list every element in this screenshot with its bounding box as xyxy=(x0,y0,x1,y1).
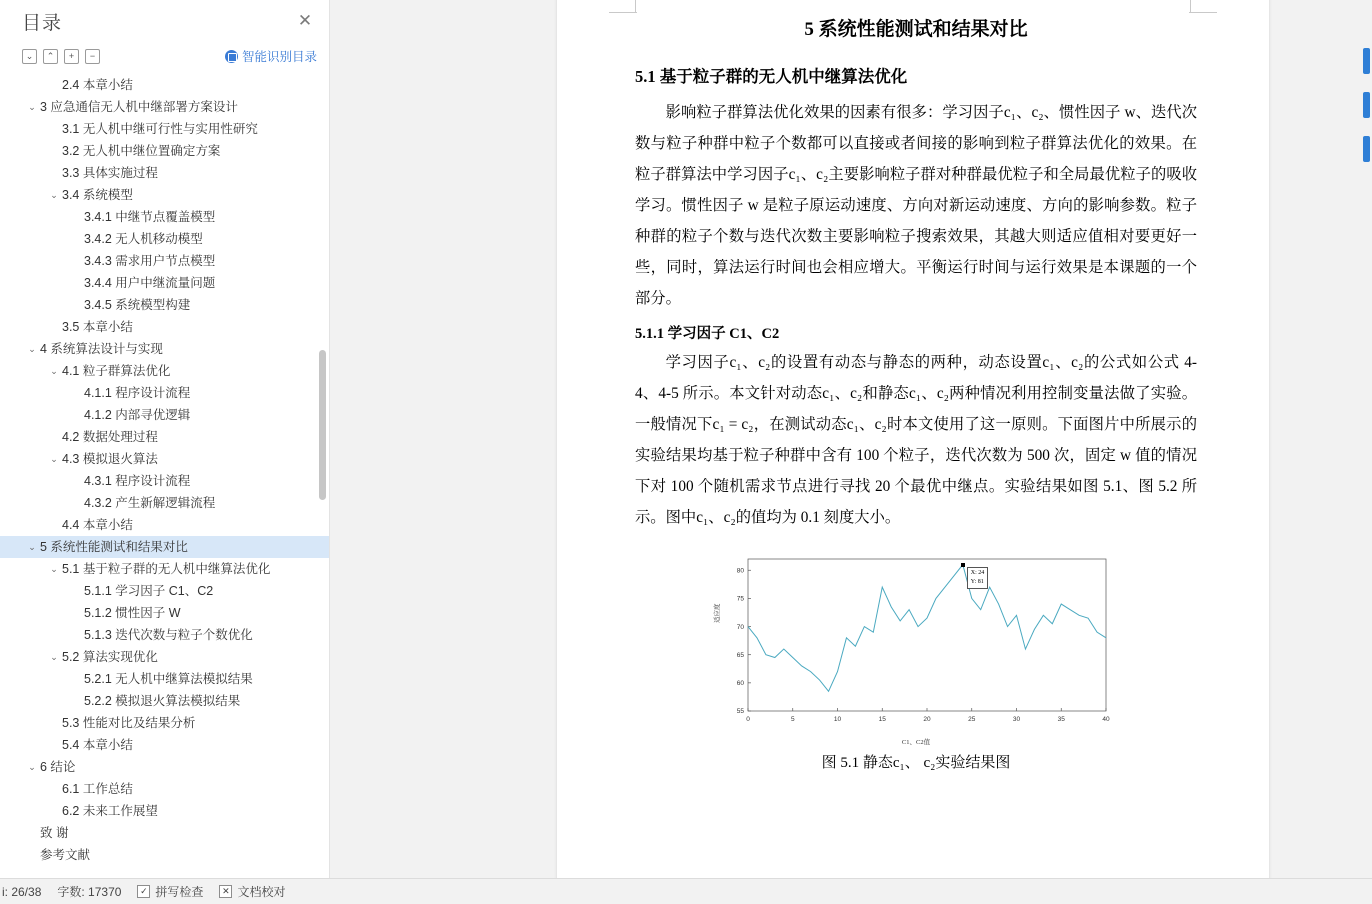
outline-item-label: 6 结论 xyxy=(40,760,76,774)
outline-item[interactable] xyxy=(0,140,329,162)
outline-item-label: 3.4.5 系统模型构建 xyxy=(84,298,191,312)
scroll-marker-2[interactable] xyxy=(1363,92,1370,118)
outline-item[interactable] xyxy=(0,272,329,294)
chevron-down-icon[interactable]: ⌄ xyxy=(28,102,36,112)
outline-item[interactable] xyxy=(0,558,329,580)
outline-item[interactable] xyxy=(0,184,329,206)
page-indicator-label: i: 26/38 xyxy=(2,884,42,899)
outline-item[interactable] xyxy=(0,712,329,734)
page-title: 5 系统性能测试和结果对比 xyxy=(804,19,1028,40)
outline-item[interactable] xyxy=(0,668,329,690)
outline-item[interactable] xyxy=(0,602,329,624)
outline-item[interactable] xyxy=(0,624,329,646)
outline-item[interactable] xyxy=(0,404,329,426)
outline-item-label: 4.3.1 程序设计流程 xyxy=(84,474,191,488)
outline-item-label: 5.2.1 无人机中继算法模拟结果 xyxy=(84,672,253,686)
expand-up-button[interactable] xyxy=(43,49,58,64)
collapse-all-button[interactable] xyxy=(22,49,37,64)
expand-node-button[interactable] xyxy=(64,49,79,64)
outline-item-label: 参考文献 xyxy=(40,848,91,862)
document-scrollbar[interactable] xyxy=(1360,0,1372,852)
chart-ylabel: 适应度 xyxy=(714,603,721,623)
chevron-down-icon[interactable]: ⌄ xyxy=(28,344,36,354)
outline-item[interactable] xyxy=(0,844,329,866)
outline-item[interactable] xyxy=(0,470,329,492)
outline-item-label: 5.3 性能对比及结果分析 xyxy=(62,716,196,730)
outline-item-label: 4.4 本章小结 xyxy=(62,518,133,532)
outline-item[interactable] xyxy=(0,118,329,140)
outline-item[interactable] xyxy=(0,206,329,228)
outline-item[interactable] xyxy=(0,800,329,822)
spellcheck-label: 拼写检查 xyxy=(155,885,204,899)
svg-text:60: 60 xyxy=(736,680,744,688)
svg-text:55: 55 xyxy=(736,708,744,716)
section-heading-5-1-1: 5.1.1 学习因子 C1、C2 xyxy=(635,326,780,342)
scroll-marker-3[interactable] xyxy=(1363,136,1370,162)
svg-text:35: 35 xyxy=(1057,716,1065,723)
outline-item-label: 5.1.2 惯性因子 W xyxy=(84,606,181,620)
outline-item-label: 3 应急通信无人机中继部署方案设计 xyxy=(40,100,238,114)
figure-caption: 图 5.1 静态c₁、 c₂实验结果图 xyxy=(821,755,1011,771)
word-count[interactable] xyxy=(57,883,121,900)
svg-text:30: 30 xyxy=(1012,716,1021,723)
svg-text:75: 75 xyxy=(736,595,744,603)
outline-item-label: 6.2 未来工作展望 xyxy=(62,804,158,818)
collapse-node-button[interactable] xyxy=(85,49,100,64)
outline-item[interactable] xyxy=(0,360,329,382)
svg-text:65: 65 xyxy=(736,651,744,659)
outline-item[interactable] xyxy=(0,316,329,338)
smart-toc-label: 智能识别目录 xyxy=(241,50,317,64)
paragraph-1: 影响粒子群算法优化效果的因素有很多：学习因子c₁、c₂、惯性因子 w、迭代次数与粒子种群中粒子个数都可以直接或者间接的影响到粒子群算法优化的效果。在粒子群算法中学习因子c₁、c₂主要影响粒子群对种群最优粒子和全局最优粒子的吸收学习。惯性因子 w 是粒子原运动速度、方向对新运动速度、方向的影响参数。粒子种群的粒子个数与迭代次数主要影响粒子搜索效果，其越大则适应值相对要更好一些，同时，算法运行时间也会相应增大。平衡运行时间与运行效果是本课题的一个部分。 xyxy=(635,104,1197,307)
outline-item[interactable] xyxy=(0,580,329,602)
svg-text:25: 25 xyxy=(968,716,976,723)
outline-item[interactable] xyxy=(0,228,329,250)
outline-item[interactable] xyxy=(0,822,329,844)
plus-icon: + xyxy=(68,50,75,61)
paragraph-2: 学习因子c₁、c₂的设置有动态与静态的两种，动态设置c₁、c₂的公式如公式 4-4、4-5 所示。本文针对动态c₁、c₂和静态c₁、c₂两种情况利用控制变量法做了实验。一般情况下c₁ = c₂，在测试动态c₁、c₂时本文使用了这一原则。下面图片中所展示的实验结果均基于粒子种群中含有 100 个粒子，迭代次数为 500 次，固定 w 值的情况下对 100 个随机需求节点进行寻找 20 个最优中继点。实验结果如图 5.1、图 5.2 所示。图中c₁、c₂的值均为 0.1 刻度大小。 xyxy=(635,354,1197,526)
chevron-down-icon: ⌄ xyxy=(25,50,34,61)
outline-item-label: 5.2 算法实现优化 xyxy=(62,650,158,664)
outline-item[interactable] xyxy=(0,448,329,470)
outline-item-label: 3.4 系统模型 xyxy=(62,188,133,202)
outline-item[interactable] xyxy=(0,646,329,668)
chevron-down-icon[interactable]: ⌄ xyxy=(28,762,36,772)
chart-svg xyxy=(714,549,1118,739)
minus-icon: − xyxy=(89,50,96,61)
outline-item[interactable] xyxy=(0,492,329,514)
outline-item[interactable] xyxy=(0,74,329,96)
chevron-down-icon[interactable]: ⌄ xyxy=(28,542,36,552)
chart-datapoint-marker xyxy=(961,563,965,567)
svg-text:40: 40 xyxy=(1102,716,1110,723)
outline-list[interactable] xyxy=(0,70,329,878)
outline-item-label: 4.2 数据处理过程 xyxy=(62,430,158,444)
outline-item-label: 5.1 基于粒子群的无人机中继算法优化 xyxy=(62,562,271,576)
chevron-down-icon[interactable]: ⌄ xyxy=(50,652,58,662)
svg-text:15: 15 xyxy=(878,716,886,723)
outline-item-label: 3.5 本章小结 xyxy=(62,320,133,334)
word-count-label: 字数: 17370 xyxy=(57,885,122,899)
outline-item-label: 5.4 本章小结 xyxy=(62,738,133,752)
check-icon: ✓ xyxy=(137,885,150,898)
outline-item-label: 5 系统性能测试和结果对比 xyxy=(40,540,188,554)
outline-item[interactable] xyxy=(0,734,329,756)
outline-item-label: 4.3.2 产生新解逻辑流程 xyxy=(84,496,216,510)
svg-text:5: 5 xyxy=(790,716,795,723)
document-area[interactable] xyxy=(331,0,1372,878)
crop-mark-left xyxy=(609,12,637,13)
svg-text:0: 0 xyxy=(746,716,750,723)
close-box-icon: ✕ xyxy=(219,885,232,898)
chart-tooltip xyxy=(967,567,989,589)
scroll-marker-1[interactable] xyxy=(1363,48,1370,74)
chart-xlabel: C1、C2值 xyxy=(901,739,931,746)
outline-item-label: 4.3 模拟退火算法 xyxy=(62,452,158,466)
outline-item-label: 3.3 具体实施过程 xyxy=(62,166,158,180)
smart-toc-icon xyxy=(225,50,238,63)
outline-item-label: 4.1 粒子群算法优化 xyxy=(62,364,171,378)
chart-tooltip-x: X: 24 xyxy=(970,569,985,576)
outline-item-label: 3.1 无人机中继可行性与实用性研究 xyxy=(62,122,258,136)
outline-item-label: 3.4.1 中继节点覆盖模型 xyxy=(84,210,216,224)
outline-scrollbar-thumb[interactable] xyxy=(319,350,326,500)
outline-item[interactable] xyxy=(0,382,329,404)
close-icon[interactable]: ✕ xyxy=(297,11,313,30)
chevron-down-icon[interactable]: ⌄ xyxy=(50,190,58,200)
outline-item-label: 3.4.2 无人机移动模型 xyxy=(84,232,203,246)
outline-item-label: 4.1.2 内部寻优逻辑 xyxy=(84,408,191,422)
chart-container xyxy=(714,549,1118,745)
outline-item-label: 4 系统算法设计与实现 xyxy=(40,342,163,356)
outline-item[interactable] xyxy=(0,294,329,316)
outline-item[interactable] xyxy=(0,426,329,448)
outline-title: 目录 xyxy=(22,13,63,34)
outline-item-label: 致 谢 xyxy=(40,826,69,840)
figure-5-1 xyxy=(635,549,1197,772)
chart-tooltip-y: Y: 81 xyxy=(970,578,984,585)
outline-item-label: 5.2.2 模拟退火算法模拟结果 xyxy=(84,694,241,708)
outline-item[interactable] xyxy=(0,338,329,360)
chevron-down-icon[interactable]: ⌄ xyxy=(50,564,58,574)
outline-panel xyxy=(0,0,330,878)
document-page xyxy=(557,0,1269,878)
outline-toolbar xyxy=(0,44,329,68)
outline-item[interactable] xyxy=(0,778,329,800)
outline-item-label: 6.1 工作总结 xyxy=(62,782,133,796)
page-indicator[interactable] xyxy=(2,885,41,899)
outline-item[interactable] xyxy=(0,536,329,558)
outline-item-label: 5.1.3 迭代次数与粒子个数优化 xyxy=(84,628,253,642)
svg-text:80: 80 xyxy=(736,567,744,575)
smart-toc-button[interactable] xyxy=(225,47,317,65)
outline-item-label: 3.2 无人机中继位置确定方案 xyxy=(62,144,221,158)
section-heading-5-1: 5.1 基于粒子群的无人机中继算法优化 xyxy=(635,67,908,86)
outline-item[interactable] xyxy=(0,250,329,272)
svg-text:70: 70 xyxy=(736,623,744,631)
svg-text:10: 10 xyxy=(833,716,842,723)
outline-item-label: 4.1.1 程序设计流程 xyxy=(84,386,191,400)
proofread-label: 文档校对 xyxy=(237,885,286,899)
outline-item[interactable] xyxy=(0,690,329,712)
outline-item[interactable] xyxy=(0,756,329,778)
outline-item[interactable] xyxy=(0,96,329,118)
chevron-up-icon: ⌃ xyxy=(46,50,55,61)
spellcheck-toggle[interactable] xyxy=(137,883,203,900)
svg-text:20: 20 xyxy=(923,716,931,723)
outline-item-label: 2.4 本章小结 xyxy=(62,78,133,92)
document-body xyxy=(635,6,1197,772)
outline-item-label: 3.4.3 需求用户节点模型 xyxy=(84,254,216,268)
outline-item-label: 5.1.1 学习因子 C1、C2 xyxy=(84,584,214,598)
outline-item[interactable] xyxy=(0,514,329,536)
proofread-toggle[interactable] xyxy=(219,883,285,900)
chevron-down-icon[interactable]: ⌄ xyxy=(50,366,58,376)
outline-item[interactable] xyxy=(0,162,329,184)
outline-header xyxy=(0,0,329,44)
status-bar xyxy=(0,878,1372,904)
chevron-down-icon[interactable]: ⌄ xyxy=(50,454,58,464)
outline-item-label: 3.4.4 用户中继流量问题 xyxy=(84,276,216,290)
